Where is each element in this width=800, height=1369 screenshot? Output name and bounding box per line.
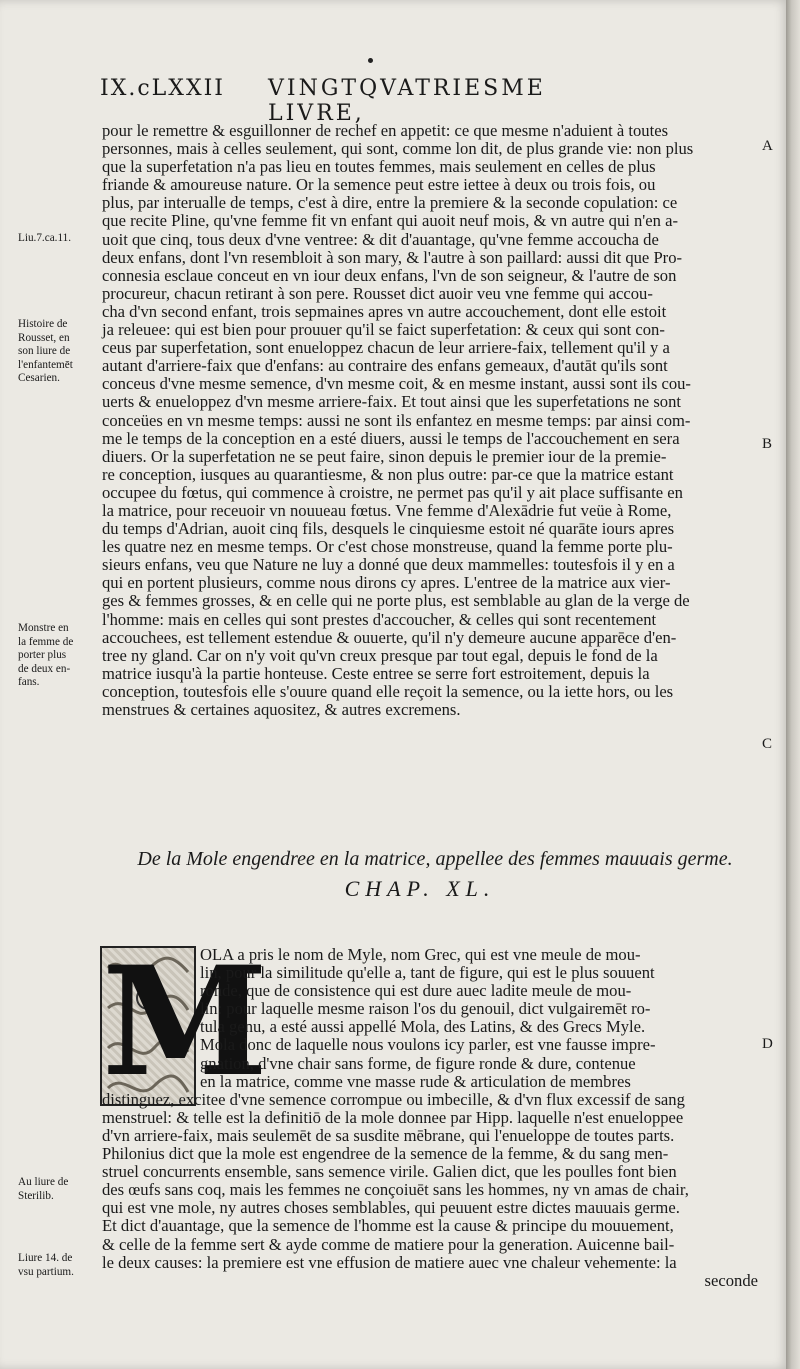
text-line: du temps d'Adrian, auoit cinq fils, desquels le cinquiesme estoit né quarāte iours apres <box>102 519 675 539</box>
text-line: me le temps de la conception en a esté diuers, aussi le temps de l'accouchement en sera <box>102 428 680 448</box>
running-title: VINGTQVATRIESME LIVRE, <box>268 76 546 126</box>
text-line: en la matrice, comme vne masse rude & articulation de membres <box>200 1071 631 1091</box>
main-text-block <box>102 122 758 719</box>
text-line: conception, toutesfois elle s'ouure quand elle reçoit la semence, ou la iette hors, ou les <box>102 681 674 701</box>
margin-note-line: de deux en- <box>18 662 71 675</box>
margin-letter-c: C <box>762 736 773 752</box>
text-line: menstruel: & telle est la definitiō de la mole donnee par Hipp. laquelle n'est enueloppee <box>102 1107 684 1127</box>
text-line: ronde, que de consistence qui est dure auec ladite meule de mou- <box>200 981 632 1001</box>
margin-letter-d: D <box>762 1036 773 1052</box>
text-line: Mola donc de laquelle nous voulons icy parler, est vne fausse impre- <box>200 1035 656 1055</box>
chapter-number: CHAP. XL. <box>344 876 496 901</box>
margin-note-line: Cesarien. <box>18 372 60 384</box>
text-line: connesia esclaue conceut en vn iour deux enfans, l'vn de son seigneur, & l'autre de son <box>102 265 677 285</box>
text-line: Philonius dict que la mole est engendree de la semence de la femme, & du sang men- <box>102 1144 669 1164</box>
text-line: uoit que cinq, tous deux d'vne ventree: & dit d'auantage, qu'vne femme accoucha de <box>102 229 659 249</box>
text-line: qui en portent plusieurs, comme nous dirons cy apres. L'entree de la matrice aux vier- <box>102 573 671 593</box>
text-line: autant d'arriere-faix que d'enfans: au contraire des enfans gemeaux, d'autāt qu'ils sont <box>102 356 668 376</box>
margin-letter-a: A <box>762 138 773 154</box>
text-line: friande & amoureuse nature. Or la semence peut estre iettee à deux ou trois fois, ou <box>102 175 656 195</box>
text-line: lin: pour laquelle mesme raison l'os du genouil, dict vulgairemēt ro- <box>200 999 651 1019</box>
margin-note-line: la femme de <box>18 635 74 648</box>
text-line: lin, pour la similitude qu'elle a, tant de figure, qui est le plus souuent <box>200 963 655 983</box>
margin-note-sterilib <box>18 1176 100 1203</box>
text-line: que recite Pline, qu'vne femme fit vn enfant qui auoit neuf mois, & vn autre qui n'en a- <box>102 211 678 231</box>
text-line: sieurs enfans, veu que Nature ne luy a donné que deux mammelles: toutesfois il y en a <box>102 555 675 575</box>
text-line: ges & femmes grosses, & en celle qui ne porte plus, est semblable au glan de la verge de <box>102 591 690 611</box>
text-line: OLA a pris le nom de Myle, nom Grec, qui est vne meule de mou- <box>200 945 641 964</box>
folio-number: IX.cLXXII <box>100 76 225 101</box>
text-line: ceus par superfetation, sont enueloppez chacun de leur arriere-faix, tellement qu'il y a <box>102 338 670 358</box>
page-edge-shadow <box>786 0 800 1369</box>
margin-note-line: fans. <box>18 676 40 688</box>
margin-letter-b: B <box>762 436 773 452</box>
text-line: deux enfans, dont l'vn resembloit à son mary, & l'autre à son paillard: aussi dit que Pro- <box>102 247 683 267</box>
text-line: que la superfetation n'a pas lieu en toutes femmes, mais seulement en celles de plus <box>102 157 656 177</box>
text-line: personnes, mais à celles seulement, qui sont, comme lon dit, de plus grande vie: non plus <box>102 139 694 159</box>
text-line: pour le remettre & esguillonner de rechef en appetit: ce que mesme n'aduient à toutes <box>102 121 669 140</box>
chapter-text-block <box>102 946 758 1290</box>
text-line: occupee du fœtus, qui commence à croistre, ne permet pas qu'il y ait place suffisante en <box>102 482 683 502</box>
text-line: qui est vne mole, ny autres choses semblables, qui peuuent estre dictes mauuais germe. <box>102 1198 680 1218</box>
text-line: ja releuee: qui est bien pour prouuer qu'il se faict superfetation: & ceux qui sont con- <box>102 320 665 340</box>
text-line: gnation, d'vne chair sans forme, de figure ronde & dure, contenue <box>200 1053 636 1073</box>
page-header <box>100 76 650 126</box>
text-line: tree ny gland. Car on n'y voit qu'vn creux presque par tout egal, depuis le fond de la <box>102 645 658 665</box>
text-line: struel concurrents ensemble, sans semence virile. Galien dict, que les poulles font bien <box>102 1162 677 1182</box>
text-line: Et dict d'auantage, que la semence de l'homme est la cause & principe du mouuement, <box>102 1216 674 1236</box>
text-line: & celle de la femme sert & ayde comme de matiere pour la generation. Auicenne bail- <box>102 1234 675 1254</box>
text-line: uerts & enueloppez d'vn mesme arriere-faix. Et tout ainsi que les superfetations ne sont <box>102 392 681 412</box>
text-line: accouchees, est tellement estendue & ouuerte, qu'il n'y demeure aucune apparēce d'en- <box>102 627 677 647</box>
text-line: l'homme: mais en celles qui sont prestes d'accoucher, & celles qui sont recentement <box>102 609 657 629</box>
margin-note-line: Liure 14. de <box>18 1252 73 1264</box>
text-line: conceus d'vne mesme semence, d'vn mesme coit, & en mesme instant, aussi sont ils cou- <box>102 374 691 394</box>
text-line: re conception, iusques au quarantiesme, & non plus outre: par-ce que la matrice estant <box>102 464 674 484</box>
text-line: d'vn arriere-faix, mais seulemēt de sa susdite mēbrane, qui l'enueloppe de toutes parts. <box>102 1125 675 1145</box>
margin-note-line: porter plus <box>18 649 67 661</box>
margin-note-line: Histoire de <box>18 318 68 330</box>
chapter-title: De la Mole engendree en la matrice, appellee des femmes mauuais germe. <box>137 848 733 870</box>
margin-note-line: Sterilib. <box>18 1189 54 1202</box>
ink-dot <box>368 58 373 63</box>
text-line: procureur, chacun retirant à son pere. Rousset dict auoir veu vne femme qui accou- <box>102 283 653 303</box>
text-line: tula genu, a esté aussi appellé Mola, des Latins, & des Grecs Myle. <box>200 1017 646 1037</box>
text-line: les quatre nez en mesme temps. Or c'est chose monstreuse, quand la femme porte plu- <box>102 537 673 557</box>
text-line: distinguez, excitee d'vne semence corrompue ou imbecille, & d'vn flux excessif de sang <box>102 1089 685 1109</box>
text-line: le deux causes: la premiere est vne effusion de matiere auec vne chaleur vehemente: la <box>102 1252 677 1272</box>
margin-note-line: son liure de <box>18 345 71 357</box>
margin-note-line: l'enfantemēt <box>18 358 73 371</box>
text-line: diuers. Or la superfetation ne se peut faire, sinon depuis le premier iour de la premie- <box>102 446 667 466</box>
text-line: conceües en vn mesme temps: aussi ne sont ils enfantez en mesme temps: par ainsi com- <box>102 410 691 430</box>
margin-note-line: Monstre en <box>18 622 69 634</box>
text-line: des œufs sans coq, mais les femmes ne conçoiuēt sans les hommes, ny vn amas de chair, <box>102 1180 689 1200</box>
margin-note-monstre <box>18 622 100 690</box>
margin-note-line: vsu partium. <box>18 1265 74 1278</box>
text-line: plus, par interualle de temps, c'est à dire, entre la premiere & la seconde copulation: ce <box>102 193 678 213</box>
dropcap-letter: M <box>102 934 269 1110</box>
margin-note-line: Rousset, en <box>18 331 70 344</box>
margin-note-liu7 <box>18 232 100 246</box>
margin-note-line: Liu.7.ca.11. <box>18 232 72 244</box>
text-line: menstrues & certaines aquositez, & autres excremens. <box>102 700 461 719</box>
text-line: cha d'vn second enfant, trois sepmaines apres vn autre accouchement, dont elle estoit <box>102 301 667 321</box>
text-line: la matrice, pour receuoir vn nouueau fœtus. Vne femme d'Alexādrie fut veüe à Rome, <box>102 500 672 520</box>
text-line: matrice iusqu'à la partie honteuse. Ceste entree se serre fort estroitement, depuis la <box>102 663 650 683</box>
margin-note-line: Au liure de <box>18 1176 69 1188</box>
margin-note-liure14 <box>18 1252 100 1279</box>
margin-note-rousset <box>18 318 100 386</box>
text-line: seconde <box>704 1270 758 1290</box>
